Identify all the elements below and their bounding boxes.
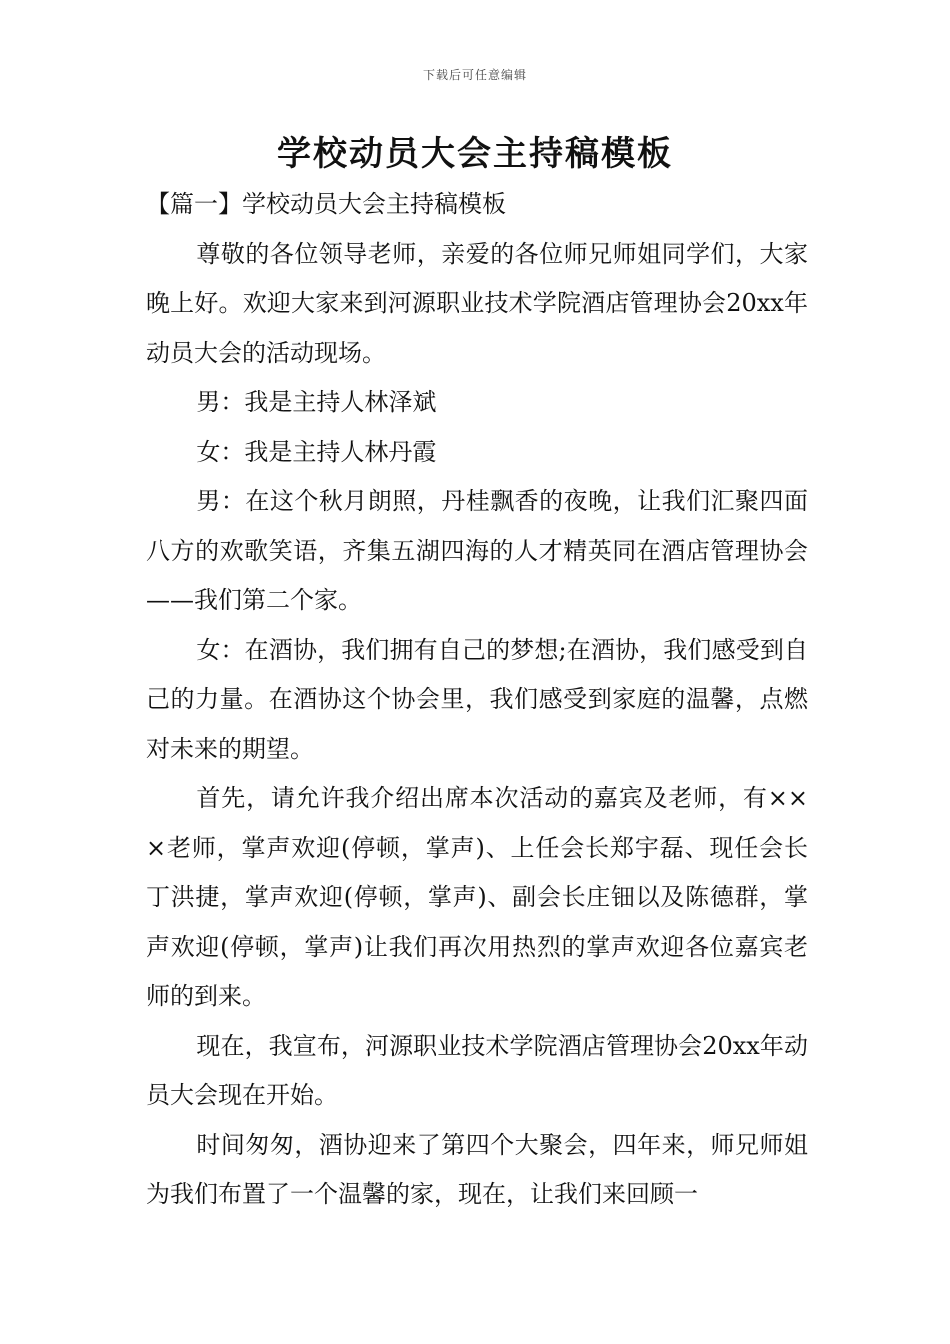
- paragraph-female-opening: 女：在酒协，我们拥有自己的梦想;在酒协，我们感受到自己的力量。在酒协这个协会里，我们感受到家庭的温馨，点燃对未来的期望。: [146, 635, 808, 763]
- paragraph-announcement: 现在，我宣布，河源职业技术学院酒店管理协会20xx年动员大会现在开始。: [146, 1031, 808, 1109]
- paragraph-female-host-intro: 女：我是主持人林丹霞: [196, 437, 437, 466]
- paragraph-guest-introduction: 首先，请允许我介绍出席本次活动的嘉宾及老师，有×××老师，掌声欢迎(停顿，掌声)、上任会长郑宇磊、现任会长丁洪捷，掌声欢迎(停顿，掌声)、副会长庄钿以及陈德群，掌声欢迎(停顿，掌声)让我们再次用热烈的掌声欢迎各位嘉宾老师的到来。: [146, 784, 808, 1010]
- paragraph-review: 时间匆匆，酒协迎来了第四个大聚会，四年来，师兄师姐为我们布置了一个温馨的家，现在，让我们来回顾一: [146, 1130, 808, 1208]
- paragraph-greeting: 尊敬的各位领导老师，亲爱的各位师兄师姐同学们，大家晚上好。欢迎大家来到河源职业技术学院酒店管理协会20xx年动员大会的活动现场。: [146, 239, 808, 367]
- header-note: 下载后可任意编辑: [422, 68, 527, 82]
- paragraph-male-opening: 男：在这个秋月朗照，丹桂飘香的夜晚，让我们汇聚四面八方的欢歌笑语，齐集五湖四海的人才精英同在酒店管理协会——我们第二个家。: [146, 487, 808, 614]
- document-body: [146, 180, 808, 1220]
- document-title: 学校动员大会主持稿模板: [277, 134, 673, 174]
- section-heading: 【篇一】学校动员大会主持稿模板: [146, 190, 506, 218]
- paragraph-male-host-intro: 男：我是主持人林泽斌: [196, 388, 437, 416]
